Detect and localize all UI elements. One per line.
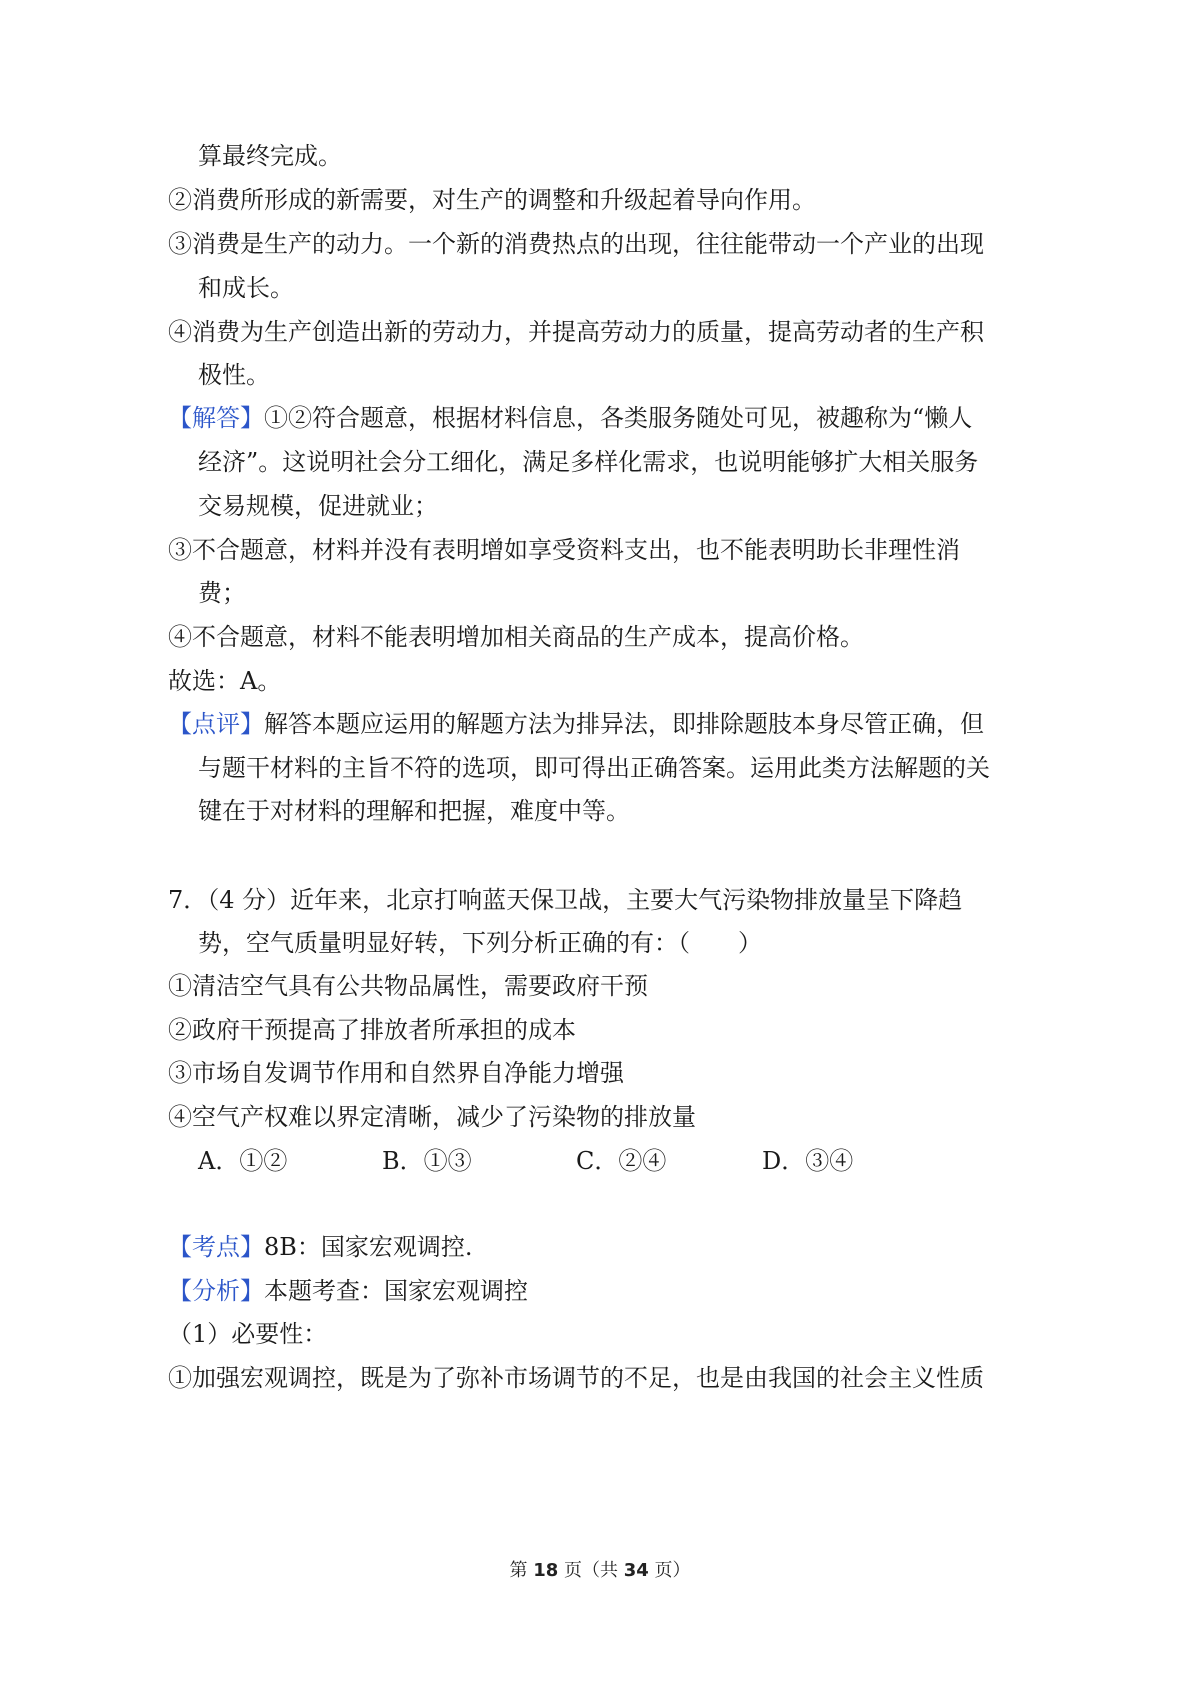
knowledge-point-tag: 【考点】 [168,1233,264,1261]
footer-prefix: 第 [509,1560,528,1581]
knowledge-point-text: 8B：国家宏观调控. [264,1233,473,1261]
text-line: 与题干材料的主旨不符的选项，即可得出正确答案。运用此类方法解题的关 [198,754,990,782]
text-line: 经济”。这说明社会分工细化，满足多样化需求，也说明能够扩大相关服务 [198,448,979,476]
answer-line [168,400,972,436]
footer-mid: 页（共 [564,1560,618,1581]
text-line: ③消费是生产的动力。一个新的消费热点的出现，往往能带动一个产业的出现 [168,230,984,258]
text-line: ③不合题意，材料并没有表明增如享受资料支出，也不能表明助长非理性消 [168,536,960,564]
statement-3: ③市场自发调节作用和自然界自净能力增强 [168,1059,624,1087]
analysis-text: 本题考查：国家宏观调控 [264,1277,528,1305]
option-a: A．①② [198,1147,288,1175]
statement-1: ①清洁空气具有公共物品属性，需要政府干预 [168,972,648,1000]
option-b: B．①③ [382,1147,472,1175]
text-line: （1）必要性： [168,1320,328,1348]
text-line: 和成长。 [198,274,294,302]
text-line: 键在于对材料的理解和把握，难度中等。 [198,797,630,825]
question-stem: 7．（4 分）近年来，北京打响蓝天保卫战，主要大气污染物排放量呈下降趋 [168,886,963,914]
comment-text: 解答本题应运用的解题方法为排异法，即排除题肢本身尽管正确，但 [264,710,984,738]
option-c: C．②④ [576,1147,667,1175]
page-footer [0,1558,1200,1584]
question-stem-continued: 势，空气质量明显好转，下列分析正确的有：（ ） [198,929,762,957]
footer-suffix: 页） [654,1560,691,1581]
text-line: 极性。 [198,361,270,389]
footer-page-number: 18 [533,1560,559,1581]
analysis-line [168,1273,528,1309]
answer-tag: 【解答】 [168,404,264,432]
text-line: ②消费所形成的新需要，对生产的调整和升级起着导向作用。 [168,186,816,214]
statement-4: ④空气产权难以界定清晰，减少了污染物的排放量 [168,1103,696,1131]
comment-line [168,706,984,742]
analysis-tag: 【分析】 [168,1277,264,1305]
text-line: ④不合题意，材料不能表明增加相关商品的生产成本，提高价格。 [168,623,864,651]
option-d: D．③④ [762,1147,854,1175]
text-line: 交易规模，促进就业； [198,492,438,520]
statement-2: ②政府干预提高了排放者所承担的成本 [168,1016,576,1044]
text-line: 算最终完成。 [198,142,342,170]
answer-choice-line: 故选：A。 [168,667,282,695]
text-line: ④消费为生产创造出新的劳动力，并提高劳动力的质量，提高劳动者的生产积 [168,318,984,346]
comment-tag: 【点评】 [168,710,264,738]
knowledge-point-line [168,1229,473,1265]
text-line: 费； [198,579,246,607]
text-line: ①加强宏观调控，既是为了弥补市场调节的不足，也是由我国的社会主义性质 [168,1364,984,1392]
answer-text: ①②符合题意，根据材料信息，各类服务随处可见，被趣称为“懒人 [264,404,973,432]
footer-total-pages: 34 [623,1560,649,1581]
